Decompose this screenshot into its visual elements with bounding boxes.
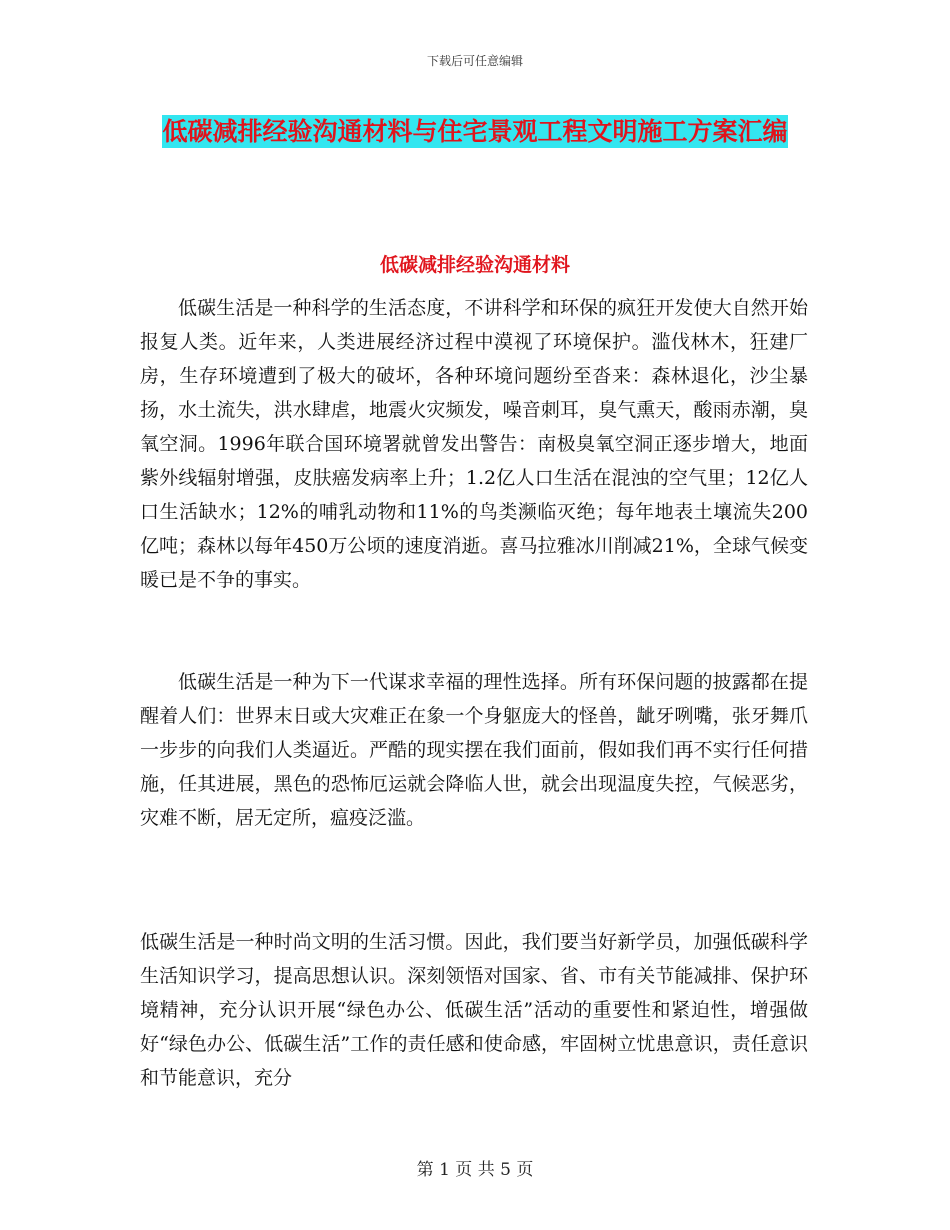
paragraph-2: 低碳生活是一种为下一代谋求幸福的理性选择。所有环保问题的披露都在提醒着人们：世界末日或大灾难正在象一个身躯庞大的怪兽，龇牙咧嘴，张牙舞爪一步步的向我们人类逼近。严酷的现实摆在我们面前，假如我们再不实行任何措施，任其进展，黑色的恐怖厄运就会降临人世，就会出现温度失控，气候恶劣，灾难不断，居无定所，瘟疫泛滥。 xyxy=(140,671,808,829)
page-footer: 第 1 页 共 5 页 xyxy=(416,1160,534,1180)
document-title xyxy=(130,110,820,157)
document-title-text: 低碳减排经验沟通材料与住宅景观工程文明施工方案汇编 xyxy=(162,117,788,146)
paragraph-3: 低碳生活是一种时尚文明的生活习惯。因此，我们要当好新学员，加强低碳科学生活知识学习，提高思想认识。深刻领悟对国家、省、市有关节能减排、保护环境精神，充分认识开展“绿色办公、低碳生活”活动的重要性和紧迫性，增强做好“绿色办公、低碳生活”工作的责任感和使命感，牢固树立忧患意识，责任意识和节能意识，充分 xyxy=(140,931,808,1089)
header-note: 下载后可任意编辑 xyxy=(426,54,523,68)
paragraph-1: 低碳生活是一种科学的生活态度，不讲科学和环保的疯狂开发使大自然开始报复人类。近年来，人类进展经济过程中漠视了环境保护。滥伐林木，狂建厂房，生存环境遭到了极大的破坏，各种环境问题纷至沓来：森林退化，沙尘暴扬，水土流失，洪水肆虐，地震火灾频发，噪音刺耳，臭气熏天，酸雨赤潮，臭氧空洞。1996年联合国环境署就曾发出警告：南极臭氧空洞正逐步增大，地面紫外线辐射增强，皮肤癌发病率上升；1.2亿人口生活在混浊的空气里；12亿人口生活缺水；12%的哺乳动物和11%的鸟类濒临灭绝；每年地表土壤流失200亿吨；森林以每年450万公顷的速度消逝。喜马拉雅冰川削减21%，全球气候变暖已是不争的事实。 xyxy=(140,297,808,591)
section-heading: 低碳减排经验沟通材料 xyxy=(379,254,570,276)
